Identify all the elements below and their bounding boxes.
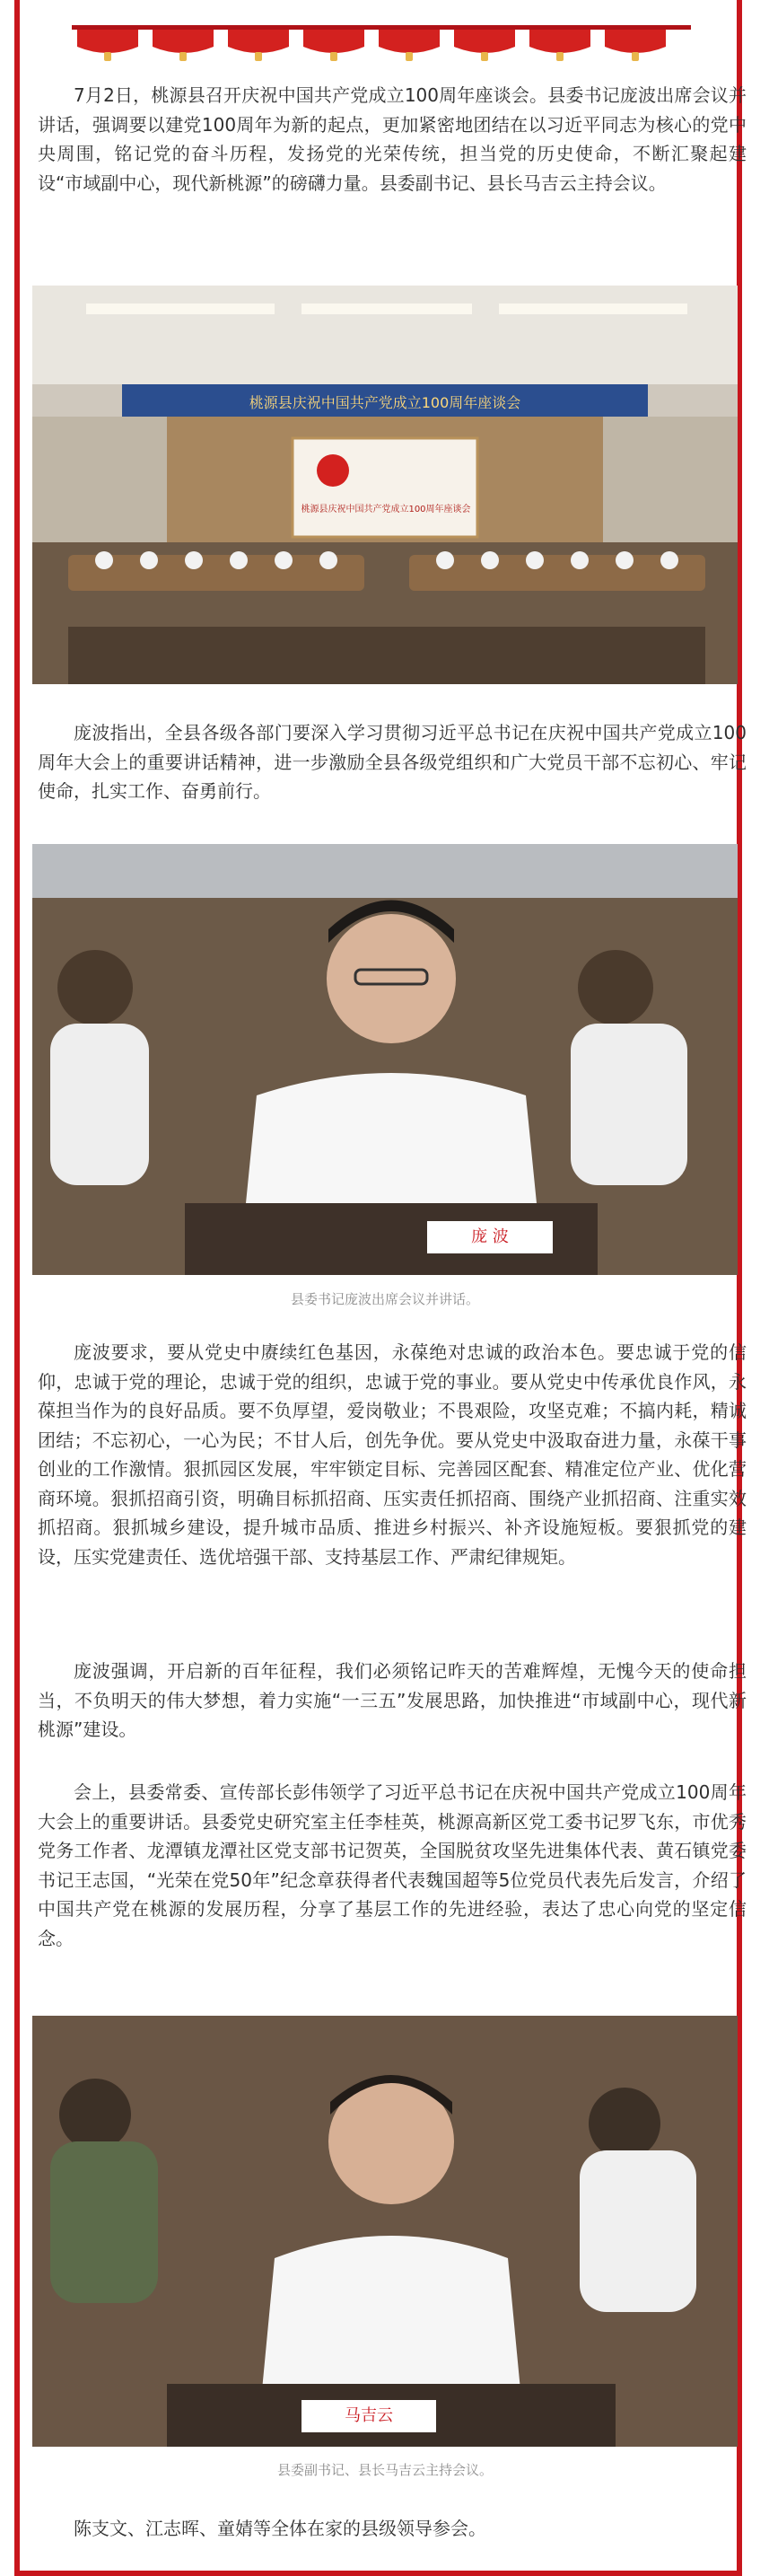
paragraph-speech-summary: 庞波指出，全县各级各部门要深入学习贯彻习近平总书记在庆祝中国共产党成立100周年大会上的重要讲话精神，进一步激励全县各级党组织和广大党员干部不忘初心、牢记使命，扎实工作、奋勇前行。 xyxy=(38,722,747,802)
photo-caption: 县委副书记、县长马吉云主持会议。 xyxy=(276,2462,493,2478)
photo-caption: 县委书记庞波出席会议并讲话。 xyxy=(290,1291,479,1307)
magistrate-presiding-photo xyxy=(32,2016,738,2447)
nameplate: 马吉云 xyxy=(301,2400,436,2432)
red-lantern-garland-icon xyxy=(72,20,691,70)
paragraph-requirements: 庞波要求，要从党史中赓续红色基因，永葆绝对忠诚的政治本色。要忠诚于党的信仰，忠诚于党的理论，忠诚于党的组织，忠诚于党的事业。要从党史中传承优良作风，永葆担当作为的良好品质。要不负厚望，爱岗敬业；不畏艰险，攻坚克难；不搞内耗，精诚团结；不忘初心，一心为民；不甘人后，创先争优。要从党史中汲取奋进力量，永葆干事创业的工作激情。狠抓园区发展，牢牢锁定目标、完善园区配套、精准定位产业、优化营商环境。狠抓招商引资，明确目标抓招商、压实责任抓招商、围绕产业抓招商、注重实效抓招商。狠抓城乡建设，提升城市品质、推进乡村振兴、补齐设施短板。要狠抓党的建设，压实党建责任、选优培强干部、支持基层工作、严肃纪律规矩。 xyxy=(38,1341,747,1568)
conference-hall-photo xyxy=(32,286,738,684)
paragraph-meeting-details: 会上，县委常委、宣传部长彭伟领学了习近平总书记在庆祝中国共产党成立100周年大会上的重要讲话。县委党史研究室主任李桂英，桃源高新区党工委书记罗飞东，市优秀党务工作者、龙潭镇龙潭社区党支部书记贺英，全国脱贫攻坚先进集体代表、黄石镇党委书记王志国，“光荣在党50年”纪念章获得者代表魏国超等5位党员代表先后发言，介绍了中国共产党在桃源的发展历程，分享了基层工作的先进经验，表达了忠心向党的坚定信念。 xyxy=(38,1781,747,1949)
paragraph-attendees: 陈支文、江志晖、童婧等全体在家的县级领导参会。 xyxy=(74,2518,486,2539)
secretary-speaking-photo xyxy=(32,844,738,1275)
paragraph-emphasis: 庞波强调，开启新的百年征程，我们必须铭记昨天的苦难辉煌，无愧今天的使命担当，不负明天的伟大梦想，着力实施“一三五”发展思路，加快推进“市域副中心，现代新桃源”建设。 xyxy=(38,1660,747,1740)
nameplate: 庞 波 xyxy=(427,1221,553,1253)
screen-text: 桃源县庆祝中国共产党成立100周年座谈会 xyxy=(301,505,471,514)
paragraph-intro: 7月2日，桃源县召开庆祝中国共产党成立100周年座谈会。县委书记庞波出席会议并讲话，强调要以建党100周年为新的起点，更加紧密地团结在以习近平同志为核心的党中央周围，铭记党的奋斗历程，发扬党的光荣传统，担当党的历史使命，不断汇聚起建设“市域副中心，现代新桃源”的磅礴力量。县委副书记、县长马吉云主持会议。 xyxy=(38,84,747,194)
hall-banner-text: 桃源县庆祝中国共产党成立100周年座谈会 xyxy=(249,394,521,411)
